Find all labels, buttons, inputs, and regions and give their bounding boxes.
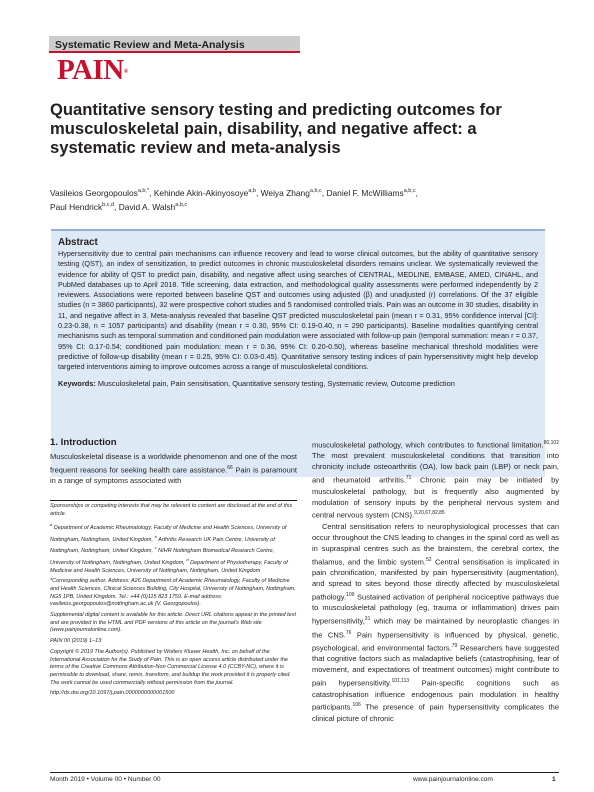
paragraph-text: Musculoskeletal disease is a worldwide phenomenon and one of the most frequent reasons for seeking health care assistance. xyxy=(50,452,297,475)
citation-ref: 9,20,67,82,85 xyxy=(414,510,445,517)
keywords xyxy=(58,379,538,389)
citation-ref: 71 xyxy=(405,475,412,482)
footnote-sponsorship: Sponsorships or competing interests that may be relevant to content are disclosed at the end of this article. xyxy=(50,503,293,517)
footnotes xyxy=(50,503,297,701)
section-heading: 1. Introduction xyxy=(50,437,117,448)
author-name: Weiya Zhang xyxy=(260,187,310,198)
paragraph-text: The presence of pain hypersensitivity complicates the clinical picture of chronic xyxy=(312,702,559,723)
citation-ref: 52 xyxy=(426,556,432,563)
author-list: Vasileios Georgopoulos$^{a,b,*}$, Kehinde Akin-Akinyosoye$^{a,b}$, Weiya Zhang$^{a,b,c}$, Daniel F. McWilliams$^{a,b,c}$, Paul Hendrick$^{b,c,d}$, David A. Walsh$^{a,b,c}$ xyxy=(50,187,418,213)
footnote-supplemental: Supplemental digital content is available for this article. Direct URL citations appear in the printed text and are provided in the HTML and PDF versions of this article on the journal's Web site (www.painjournalonline.com). xyxy=(50,612,297,634)
paragraph-text: Central sensitisation is implicated in pain chronification, manifested by pain hypersensitivity (augmentation), and spread to sites beyond those directly affected by musculoskeletal pathology. xyxy=(312,557,559,602)
paragraph-text: Chronic pain may be initiated by musculoskeletal pathology, but is frequently also augmented by modulation of sensory inputs by the peripheral nervous system and central nervous system (CNS). xyxy=(312,475,559,520)
citation-ref: 109 xyxy=(346,591,355,598)
author-name: Kehinde Akin-Akinyosoye xyxy=(153,187,249,198)
paragraph xyxy=(312,438,559,522)
author-name: Paul Hendrick xyxy=(50,202,103,213)
author-name: Vasileios Georgopoulos xyxy=(50,187,138,198)
citation-ref: 80,102 xyxy=(543,440,559,446)
author-affiliation: a,b,c xyxy=(175,202,188,209)
paragraph-text: Central sensitisation refers to neurophysiological processes that can occur throughout the CNS leading to changes in the spinal cord as well as in supraspinal centres such as the brainstem, the cerebral cortex, the thalamus, and the limbic system. xyxy=(312,521,559,567)
keywords-label: Keywords: xyxy=(58,378,96,388)
affiliation-b: Arthritis Research UK Pain Centre, University of Nottingham, Nottingham, United Kingdom, xyxy=(50,536,275,555)
citation-ref: 79 xyxy=(451,642,458,649)
article-title: Quantitative sensory testing and predicting outcomes for musculoskeletal pain, disability, and negative affect: a systematic review and meta-analysis xyxy=(50,100,502,157)
footnote-affiliations: $^a$ Department of Academic Rheumatology, Faculty of Medicine and Health Sciences, University of Nottingham, Nottingham, United Kingdom, $^b$ Arthritis Research UK Pain Centre, University of Nottingham, Nottingham, United Kingdom, $^c$ NIHR Nottingham Biomedical Research Centre, University of Nottingham, Nottingham, United Kingdom, $^d$ Department of Physiotherapy, Faculty of Medicine and Health Sciences, University of Nottingham, Nottingham, United Kingdom xyxy=(50,522,288,574)
footer-site-link[interactable]: www.painjournalonline.com xyxy=(413,776,493,783)
footnote-divider xyxy=(50,500,297,501)
footer-issue: Month 2019 • Volume 00 • Number 00 xyxy=(50,776,161,783)
citation-ref: 76 xyxy=(345,629,352,636)
footer-divider xyxy=(50,772,559,773)
affiliation-c: NIHR Nottingham Biomedical Research Centre, University of Nottingham, Nottingham, United Kingdom, xyxy=(50,548,275,566)
footnote-copyright: Copyright © 2019 The Author(s). Published by Wolters Kluwer Health, Inc. on behalf of the International Association for the Study of Pain. This is an open access article distributed under the terms of the Creative Commons Attribution-Non Commercial License 4.0 (CCBY-NC), where it is permissible to download, share, remix, transform, and buildup the work provided it is properly cited. The work cannot be used commercially without permission from the journal. xyxy=(50,648,291,686)
citation-ref: 106 xyxy=(352,702,361,709)
paragraph-text: Pain is paramount in a range of symptoms associated with xyxy=(50,465,298,486)
author-name: Daniel F. McWilliams xyxy=(326,187,404,198)
section-label: Systematic Review and Meta-Analysis xyxy=(49,36,300,53)
intro-left-paragraph xyxy=(50,452,297,487)
author-affiliation: b,c,d xyxy=(102,202,115,209)
abstract-text: Hypersensitivity due to central pain mechanisms can influence recovery and lead to worse clinical outcomes, but the ability of quantitative sensory testing (QST), an index of sensitization, to predict outcomes in chronic musculoskeletal disorders remains unclear. We systematically reviewed the evidence for ability of QST to predict pain, disability, and negative affect using searches of CENTRAL, MEDLINE, EMBASE, AMED, CINAHL, and PubMed databases up to April 2018. Title screening, data extraction, and methodological quality assessments were performed independently by 2 reviewers. Associations were reported between baseline QST and outcomes using adjusted (β) and unadjusted (r) correlations. Of the 37 eligible studies (n = 3860 participants), 32 were prospective cohort studies and 5 randomised controlled trials. Pain was an outcome in 30 studies, disability in 11, and negative affect in 3. Meta-analysis revealed that baseline QST predicted musculoskeletal pain (mean r = 0.31, 95% confidence interval [CI]: 0.23-0.38, n = 1057 participants) and disability (mean r = 0.30, 95% CI: 0.19-0.40, n = 290 participants). Baseline modalities quantifying central mechanisms such as temporal summation and conditioned pain modulation were associated with follow-up pain (temporal summation: mean r = 0.37, 95% CI: 0.17-0.54; conditioned pain modulation: mean r = 0.36, 95% CI: 0.20-0.50), whereas baseline mechanical threshold modalities were predictive of follow-up disability (mean r = 0.25, 95% CI: 0.03-0.45). Quantitative sensory testing indices of pain hypersensitivity might help develop targeted interventions aiming to improve outcomes across a range of musculoskeletal conditions. xyxy=(58,249,538,372)
footnote-doi[interactable]: http://dx.doi.org/10.1097/j.pain.0000000000001500 xyxy=(50,690,175,697)
paragraph-text: Researchers have suggested that cognitive factors such as maladaptive beliefs (catastrophising, fear of movement, and expectations of treatment outcomes) might contribute to pain hypersensitivity. xyxy=(312,643,559,688)
paragraph-text: musculoskeletal pathology, which contributes to functional limitation. xyxy=(312,440,544,450)
registered-mark: ® xyxy=(123,69,129,75)
keywords-list: Musculoskeletal pain, Pain sensitisation, Quantitative sensory testing, Systematic review, Outcome prediction xyxy=(97,378,455,388)
author-name: David A. Walsh xyxy=(118,202,176,213)
paragraph-text: The most prevalent musculoskeletal conditions that transition into chronicity include osteoarthritis (OA), low back pain (LBP) or neck pain, and rheumatoid arthritis. xyxy=(312,451,559,485)
paragraph-text: Pain hypersensitivity is influenced by physical, genetic, psychological, and environmental factors. xyxy=(312,630,559,653)
citation-ref: 66 xyxy=(227,464,233,471)
footnote-corresponding: *Corresponding author. Address: A26 Department of Academic Rheumatology, Faculty of Medicine and Health Sciences, Clinical Sciences Building, City Hospital, University of Nottingham, Nottingham, NG5 1PB, United Kingdom. Tel.: +44 (0)115 823 1759. E-mail address: vasileios.georgopoulos@nottingham.ac.uk (V. Georgopoulos). xyxy=(50,578,296,608)
author-affiliation: a,b,c xyxy=(309,188,322,194)
abstract-heading: Abstract xyxy=(58,237,98,248)
author-affiliation: a,b,c xyxy=(403,188,416,194)
citation-ref: 101,113 xyxy=(391,678,410,685)
paragraph-text: Sustained activation of peripheral nociceptive pathways due to musculoskeletal pathology (eg, trauma or inflammation) drives pain hypersensitivity, xyxy=(312,592,559,626)
footnote-citation: PAIN 00 (2019) 1–13 xyxy=(50,638,102,645)
author-affiliation: a,b xyxy=(248,188,256,194)
affiliation-d: Department of Physiotherapy, Faculty of Medicine and Health Sciences, University of Nottingham, Nottingham, United Kingdom xyxy=(50,559,288,574)
author-affiliation: a,b,* xyxy=(137,188,150,194)
affiliation-a: Department of Academic Rheumatology, Faculty of Medicine and Health Sciences, University of Nottingham, Nottingham, United Kingdom, xyxy=(50,525,287,543)
journal-logo xyxy=(57,55,128,85)
citation-ref: 31 xyxy=(364,616,371,623)
intro-right-column xyxy=(312,438,559,776)
paragraph-text: which may be maintained by neuroplastic changes in the CNS. xyxy=(312,616,559,639)
page-number: 1 xyxy=(552,776,556,783)
journal-logo-text: PAIN xyxy=(57,54,124,86)
paragraph-text: Pain-specific cognitions such as catastrophisation influence endogenous pain modulation in healthy participants. xyxy=(312,678,559,712)
paragraph xyxy=(312,522,559,725)
